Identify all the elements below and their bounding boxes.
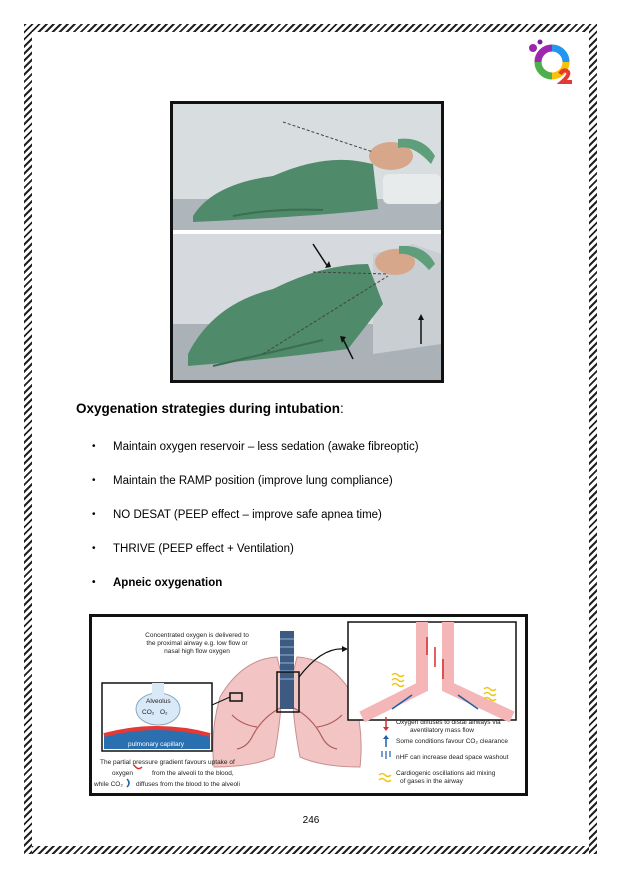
list-item	[92, 576, 572, 610]
o2-label: O₂	[160, 709, 168, 716]
list-item-text: Apneic oxygenation	[113, 577, 223, 589]
bullet-marker: •	[92, 509, 96, 520]
gradient-caption-line2: from the alveoli to the blood,	[152, 770, 234, 777]
legend-line: aventilatory mass flow	[410, 727, 474, 734]
border-right	[589, 24, 597, 854]
list-item	[92, 508, 572, 542]
list-item-text: THRIVE (PEEP effect + Ventilation)	[113, 543, 294, 555]
legend-mass-flow	[396, 719, 501, 735]
list-item	[92, 474, 572, 508]
o2-logo	[524, 38, 580, 88]
apneic-oxygenation-diagram	[89, 614, 528, 796]
co2-label: CO₂	[142, 709, 155, 716]
legend-dead-space: nHF can increase dead space washout	[396, 754, 509, 761]
legend-line: Oxygen diffuses to distal airways via	[396, 719, 501, 726]
page-number: 246	[302, 815, 320, 826]
bullet-marker: •	[92, 475, 96, 486]
list-item	[92, 440, 572, 474]
strategy-list	[92, 440, 572, 610]
list-item	[92, 542, 572, 576]
gradient-caption-line3: diffuses from the blood to the alveoli	[136, 781, 240, 788]
caption-line: the proximal airway e.g. low flow or	[146, 640, 248, 647]
ramp-position-illustration	[170, 101, 444, 383]
border-bottom	[24, 846, 597, 854]
delivery-caption	[142, 632, 252, 656]
bullet-marker: •	[92, 577, 96, 588]
section-heading	[76, 401, 556, 416]
section-heading-text: Oxygenation strategies during intubation	[76, 401, 341, 416]
alveolus-label: Alveolus	[146, 698, 171, 705]
section-heading-colon: :	[340, 401, 344, 416]
gradient-caption-oxygen: oxygen	[112, 770, 133, 777]
bullet-marker: •	[92, 543, 96, 554]
capillary-label: pulmonary capillary	[128, 741, 184, 748]
legend-co2-clearance: Some conditions favour CO₂ clearance	[396, 738, 508, 745]
gradient-caption-co2: while CO₂	[94, 781, 123, 788]
caption-line: Concentrated oxygen is delivered to	[145, 632, 249, 639]
legend-line: Cardiogenic oscillations aid mixing	[396, 770, 496, 777]
border-left	[24, 24, 32, 854]
list-item-text: Maintain the RAMP position (improve lung compliance)	[113, 475, 393, 487]
bullet-marker: •	[92, 441, 96, 452]
list-item-text: NO DESAT (PEEP effect – improve safe apnea time)	[113, 509, 382, 521]
gradient-caption-line1: The partial pressure gradient favours uptake of	[100, 759, 235, 766]
legend-oscillations	[396, 770, 495, 786]
legend-line: of gases in the airway	[400, 778, 463, 785]
list-item-text: Maintain oxygen reservoir – less sedation (awake fibreoptic)	[113, 441, 419, 453]
caption-line: nasal high flow oxygen	[164, 648, 230, 655]
border-top	[24, 24, 597, 32]
